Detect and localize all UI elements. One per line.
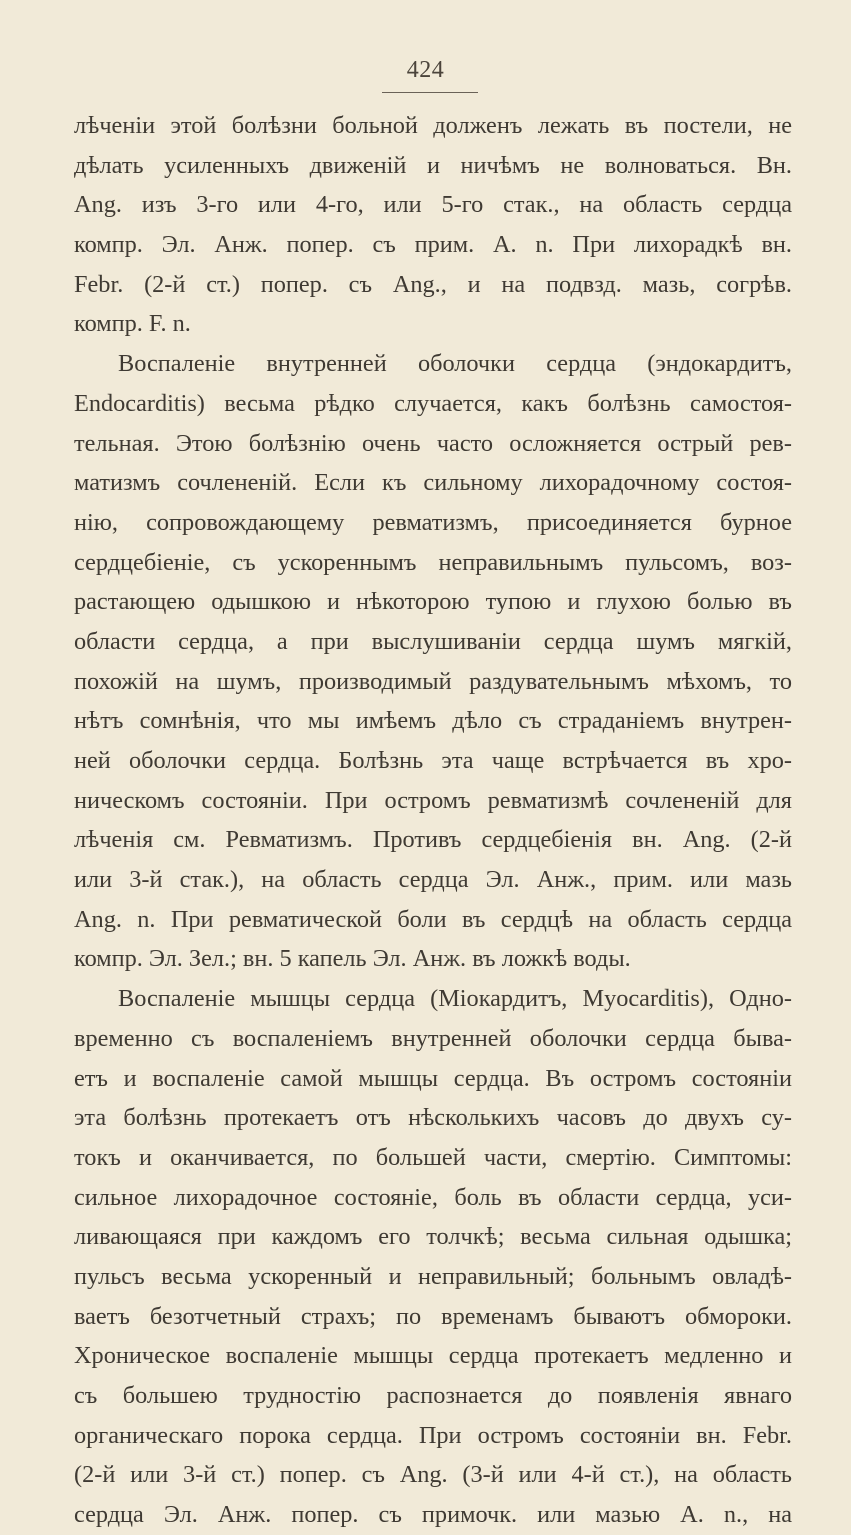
text-line: Хроническое воспаленіе мышцы сердца протекаетъ медленно и xyxy=(74,1342,792,1370)
text-line: сердцебіеніе, съ ускореннымъ неправильнымъ пульсомъ, воз- xyxy=(74,548,792,576)
text-line: ваетъ безотчетный страхъ; по временамъ бываютъ обмороки. xyxy=(74,1302,792,1330)
text-line: ливающаяся при каждомъ его толчкѣ; весьма сильная одышка; xyxy=(74,1223,792,1251)
text-line: токъ и оканчивается, по большей части, смертію. Симптомы: xyxy=(74,1143,792,1171)
text-line: Endocarditis) весьма рѣдко случается, какъ болѣзнь самостоя- xyxy=(74,389,792,417)
text-line: компр. F. n. xyxy=(74,310,191,338)
text-line: временно съ воспаленіемъ внутренней оболочки сердца быва- xyxy=(74,1024,792,1052)
text-line: или 3-й стак.), на область сердца Эл. Анж., прим. или мазь xyxy=(74,866,792,894)
text-line: Febr. (2-й ст.) попер. съ Ang., и на подвзд. мазь, согрѣв. xyxy=(74,270,792,298)
text-line: нѣтъ сомнѣнія, что мы имѣемъ дѣло съ страданіемъ внутрен- xyxy=(74,707,792,735)
page-number: 424 xyxy=(406,57,445,83)
text-line: дѣлать усиленныхъ движеній и ничѣмъ не волноваться. Вн. xyxy=(74,151,792,179)
text-line: съ большею трудностію распознается до появленія явнаго xyxy=(74,1382,792,1409)
text-line: эта болѣзнь протекаетъ отъ нѣсколькихъ часовъ до двухъ су- xyxy=(74,1104,792,1132)
page-header xyxy=(0,58,851,82)
text-line: ническомъ состояніи. При остромъ ревматизмѣ сочлененій для xyxy=(74,786,792,814)
text-line: етъ и воспаленіе самой мышцы сердца. Въ остромъ состояніи xyxy=(74,1064,792,1092)
section-heading-line: Воспаленіе внутренней оболочки сердца (эндокардитъ, xyxy=(118,350,792,378)
text-line: растающею одышкою и нѣкоторою тупою и глухою болью въ xyxy=(74,588,792,616)
text-line: Ang. n. При ревматической боли въ сердцѣ на область сердца xyxy=(74,905,792,933)
section-heading-line: Воспаленіе мышцы сердца (Міокардитъ, Myocarditis), Одно- xyxy=(118,985,792,1013)
text-line: пульсъ весьма ускоренный и неправильный; больнымъ овладѣ- xyxy=(74,1262,792,1290)
text-line: тельная. Этою болѣзнію очень часто осложняется острый рев- xyxy=(74,429,792,457)
text-line: сердца Эл. Анж. попер. съ примочк. или мазью A. n., на xyxy=(74,1501,792,1529)
text-line: сильное лихорадочное состояніе, боль въ области сердца, уси- xyxy=(74,1183,792,1211)
text-line: матизмъ сочлененій. Если къ сильному лихорадочному состоя- xyxy=(74,469,792,497)
text-line: похожій на шумъ, производимый раздувательнымъ мѣхомъ, то xyxy=(74,667,792,695)
body-text xyxy=(74,106,792,1535)
text-line: ней оболочки сердца. Болѣзнь эта чаще встрѣчается въ хро- xyxy=(74,747,792,774)
text-line: компр. Эл. Зел.; вн. 5 капель Эл. Анж. въ ложкѣ воды. xyxy=(74,945,631,973)
text-line: Ang. изъ 3-го или 4-го, или 5-го стак., на область сердца xyxy=(74,191,792,219)
text-line: лѣченіи этой болѣзни больной долженъ лежать въ постели, не xyxy=(74,112,792,139)
text-line: компр. Эл. Анж. попер. съ прим. A. n. При лихорадкѣ вн. xyxy=(74,231,792,259)
header-rule xyxy=(382,92,478,93)
text-line: (2-й или 3-й ст.) попер. съ Ang. (3-й или 4-й ст.), на область xyxy=(74,1461,792,1489)
text-line: органическаго порока сердца. При остромъ состояніи вн. Febr. xyxy=(74,1421,792,1449)
text-line: лѣченія см. Ревматизмъ. Противъ сердцебіенія вн. Ang. (2-й xyxy=(74,826,792,854)
text-line: области сердца, а при выслушиваніи сердца шумъ мягкій, xyxy=(74,627,792,655)
text-line: нію, сопровождающему ревматизмъ, присоединяется бурное xyxy=(74,508,792,536)
